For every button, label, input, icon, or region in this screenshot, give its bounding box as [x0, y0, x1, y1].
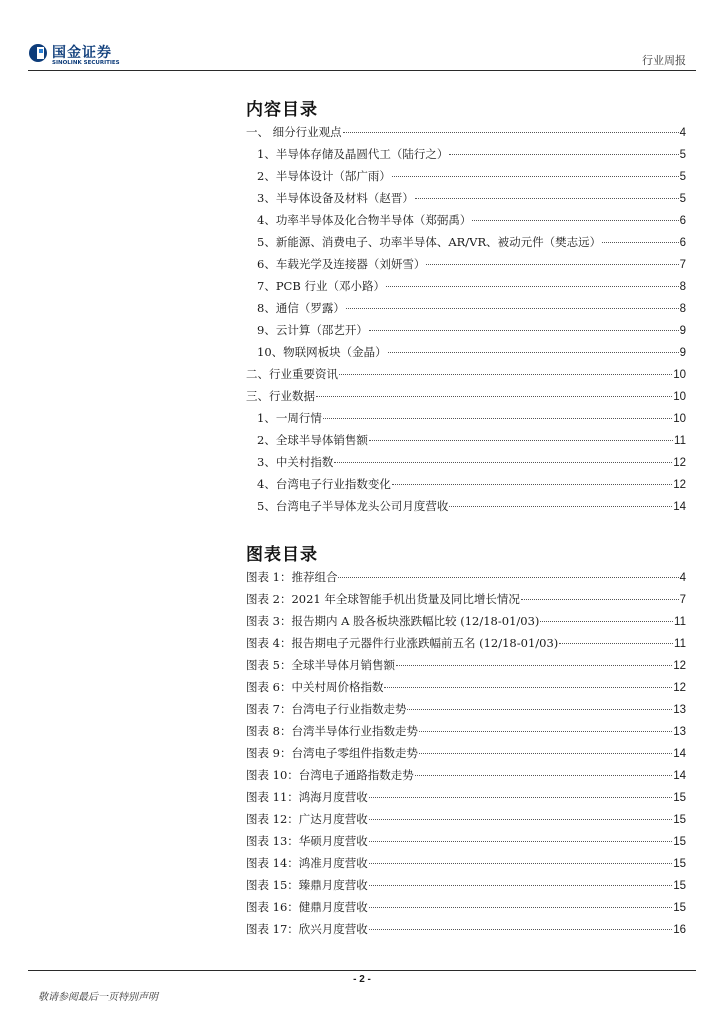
contents-title: 内容目录: [246, 100, 318, 120]
dot-leader: [602, 242, 678, 243]
dot-leader: [415, 775, 672, 776]
figure-entry-label: 图表 2：2021 年全球智能手机出货量及同比增长情况: [246, 592, 520, 606]
figure-entry-label: 图表 8：台湾半导体行业指数走势: [246, 724, 418, 738]
figure-entry[interactable]: [246, 789, 686, 811]
dot-leader: [559, 643, 673, 644]
figure-entry-label: 图表 12：广达月度营收: [246, 812, 368, 826]
figure-entry-page: 15: [673, 792, 686, 804]
figure-entry-page: 16: [673, 924, 686, 936]
dot-leader: [426, 264, 678, 265]
toc-entry-label: 2、半导体设计（郜广雨）: [257, 169, 391, 183]
dot-leader: [540, 621, 673, 622]
toc-entry-page: 12: [673, 457, 686, 469]
disclaimer: 敬请参阅最后一页特别声明: [38, 992, 158, 1003]
toc-entry-label: 9、云计算（邵艺开）: [257, 323, 368, 337]
toc-entry-label: 1、一周行情: [257, 411, 322, 425]
footer-divider: [28, 970, 696, 971]
figure-entry[interactable]: [246, 701, 686, 723]
figure-entry-page: 15: [673, 836, 686, 848]
dot-leader: [449, 154, 678, 155]
dot-leader: [369, 841, 672, 842]
toc-entry-label: 2、全球半导体销售额: [257, 433, 368, 447]
dot-leader: [369, 929, 672, 930]
toc-entry-label: 1、半导体存储及晶圆代工（陆行之）: [257, 147, 449, 161]
toc-entry-page: 5: [679, 171, 686, 183]
figure-entry[interactable]: [246, 899, 686, 921]
toc-entry[interactable]: [246, 366, 686, 388]
dot-leader: [369, 863, 672, 864]
dot-leader: [472, 220, 678, 221]
figure-entry-page: 15: [673, 902, 686, 914]
toc-entry-page: 8: [679, 281, 686, 293]
figure-entry-label: 图表 5：全球半导体月销售额: [246, 658, 395, 672]
figures-list: [246, 569, 686, 943]
figure-entry[interactable]: [246, 833, 686, 855]
dot-leader: [388, 352, 679, 353]
toc-entry[interactable]: [246, 498, 686, 520]
dot-leader: [419, 753, 672, 754]
figure-entry-label: 图表 4：报告期电子元器件行业涨跌幅前五名 (12/18-01/03): [246, 636, 559, 650]
toc-entry[interactable]: [246, 278, 686, 300]
toc-entry-label: 3、半导体设备及材料（赵晋）: [257, 191, 414, 205]
figure-entry-label: 图表 10：台湾电子通路指数走势: [246, 768, 414, 782]
toc-entry-label: 5、台湾电子半导体龙头公司月度营收: [257, 499, 449, 513]
company-logo: [28, 41, 138, 69]
dot-leader: [346, 308, 679, 309]
figure-entry-page: 11: [674, 616, 686, 628]
dot-leader: [384, 687, 672, 688]
toc-entry-label: 8、通信（罗露）: [257, 301, 345, 315]
toc-entry-page: 6: [679, 215, 686, 227]
figure-entry-label: 图表 6：中关村周价格指数: [246, 680, 384, 694]
toc-entry[interactable]: [246, 124, 686, 146]
toc-entry[interactable]: [246, 212, 686, 234]
toc-entry-page: 9: [679, 347, 686, 359]
figure-entry-page: 14: [673, 770, 686, 782]
figure-entry-page: 4: [679, 572, 686, 584]
toc-entry-label: 4、功率半导体及化合物半导体（郑弼禹）: [257, 213, 472, 227]
toc-entry-label: 4、台湾电子行业指数变化: [257, 477, 391, 491]
dot-leader: [338, 577, 678, 578]
toc-entry[interactable]: [246, 322, 686, 344]
toc-entry[interactable]: [246, 344, 686, 366]
figure-entry-label: 图表 17：欣兴月度营收: [246, 922, 368, 936]
toc-entry[interactable]: [246, 454, 686, 476]
toc-entry-page: 6: [679, 237, 686, 249]
toc-entry[interactable]: [246, 388, 686, 410]
toc-entry[interactable]: [246, 410, 686, 432]
logo-text-cn: 国金证券: [52, 45, 112, 61]
dot-leader: [369, 797, 672, 798]
dot-leader: [419, 731, 672, 732]
dot-leader: [369, 440, 673, 441]
figure-entry-page: 12: [673, 660, 686, 672]
toc-entry-label: 5、新能源、消费电子、功率半导体、AR/VR、被动元件（樊志远）: [257, 235, 602, 249]
page-number: - 2 -: [353, 974, 371, 985]
figure-entry[interactable]: [246, 877, 686, 899]
toc-entry-page: 12: [673, 479, 686, 491]
dot-leader: [407, 709, 672, 710]
toc-entry-page: 4: [679, 127, 686, 139]
toc-entry-label: 二、行业重要资讯: [246, 367, 338, 381]
figures-title: 图表目录: [246, 545, 318, 565]
dot-leader: [392, 484, 672, 485]
figure-entry-page: 15: [673, 858, 686, 870]
toc-entry[interactable]: [246, 432, 686, 454]
dot-leader: [316, 396, 672, 397]
toc-entry-page: 10: [673, 391, 686, 403]
toc-entry-page: 10: [673, 369, 686, 381]
dot-leader: [386, 286, 679, 287]
toc-entry-page: 5: [679, 193, 686, 205]
page-header: [0, 0, 724, 75]
figure-entry-label: 图表 7：台湾电子行业指数走势: [246, 702, 407, 716]
figure-entry[interactable]: [246, 635, 686, 657]
figure-entry[interactable]: [246, 613, 686, 635]
figure-entry-page: 14: [673, 748, 686, 760]
dot-leader: [334, 462, 672, 463]
figure-entry-label: 图表 9：台湾电子零组件指数走势: [246, 746, 418, 760]
header-divider: [28, 70, 696, 71]
toc-entry-label: 6、车载光学及连接器（刘妍雪）: [257, 257, 426, 271]
toc-entry-label: 一、 细分行业观点: [246, 125, 342, 139]
dot-leader: [396, 665, 672, 666]
figure-entry-label: 图表 14：鸿准月度营收: [246, 856, 368, 870]
figure-entry-page: 13: [673, 726, 686, 738]
figure-entry[interactable]: [246, 657, 686, 679]
dot-leader: [521, 599, 679, 600]
figure-entry-page: 11: [674, 638, 686, 650]
figure-entry-page: 15: [673, 814, 686, 826]
figure-entry-page: 7: [679, 594, 686, 606]
dot-leader: [449, 506, 672, 507]
toc-entry[interactable]: [246, 476, 686, 498]
toc-entry-label: 10、物联网板块（金晶）: [257, 345, 387, 359]
logo-mark-icon: [28, 43, 48, 63]
contents-list: [246, 124, 686, 520]
toc-entry-label: 三、行业数据: [246, 389, 315, 403]
toc-entry-page: 9: [679, 325, 686, 337]
toc-entry-page: 5: [679, 149, 686, 161]
figure-entry-label: 图表 1：推荐组合: [246, 570, 338, 584]
toc-entry[interactable]: [246, 190, 686, 212]
dot-leader: [369, 330, 679, 331]
report-type: 行业周报: [642, 54, 686, 67]
figure-entry-page: 12: [673, 682, 686, 694]
figure-entry-page: 13: [673, 704, 686, 716]
figure-entry[interactable]: [246, 921, 686, 943]
dot-leader: [369, 885, 672, 886]
dot-leader: [343, 132, 679, 133]
toc-entry-label: 3、中关村指数: [257, 455, 334, 469]
toc-entry-page: 11: [674, 435, 686, 447]
toc-entry[interactable]: [246, 300, 686, 322]
figure-entry[interactable]: [246, 591, 686, 613]
toc-entry-page: 10: [673, 413, 686, 425]
figure-entry[interactable]: [246, 679, 686, 701]
toc-entry[interactable]: [246, 256, 686, 278]
dot-leader: [369, 819, 672, 820]
logo-text-en: SINOLINK SECURITIES: [52, 60, 120, 66]
figure-entry[interactable]: [246, 569, 686, 591]
figure-entry-label: 图表 15：臻鼎月度营收: [246, 878, 368, 892]
figure-entry-label: 图表 3：报告期内 A 股各板块涨跌幅比较 (12/18-01/03): [246, 614, 540, 628]
figure-entry-label: 图表 16：健鼎月度营收: [246, 900, 368, 914]
toc-entry-page: 14: [673, 501, 686, 513]
figure-entry-label: 图表 13：华硕月度营收: [246, 834, 368, 848]
dot-leader: [369, 907, 672, 908]
figure-entry-page: 15: [673, 880, 686, 892]
figure-entry[interactable]: [246, 811, 686, 833]
figure-entry[interactable]: [246, 855, 686, 877]
dot-leader: [339, 374, 672, 375]
dot-leader: [415, 198, 679, 199]
figure-entry[interactable]: [246, 745, 686, 767]
toc-entry-label: 7、PCB 行业（邓小路）: [257, 279, 385, 293]
figure-entry-label: 图表 11：鸿海月度营收: [246, 790, 368, 804]
toc-entry-page: 7: [679, 259, 686, 271]
dot-leader: [392, 176, 679, 177]
toc-entry[interactable]: [246, 234, 686, 256]
toc-entry-page: 8: [679, 303, 686, 315]
toc-entry[interactable]: [246, 168, 686, 190]
toc-entry[interactable]: [246, 146, 686, 168]
figure-entry[interactable]: [246, 723, 686, 745]
figure-entry[interactable]: [246, 767, 686, 789]
dot-leader: [323, 418, 672, 419]
